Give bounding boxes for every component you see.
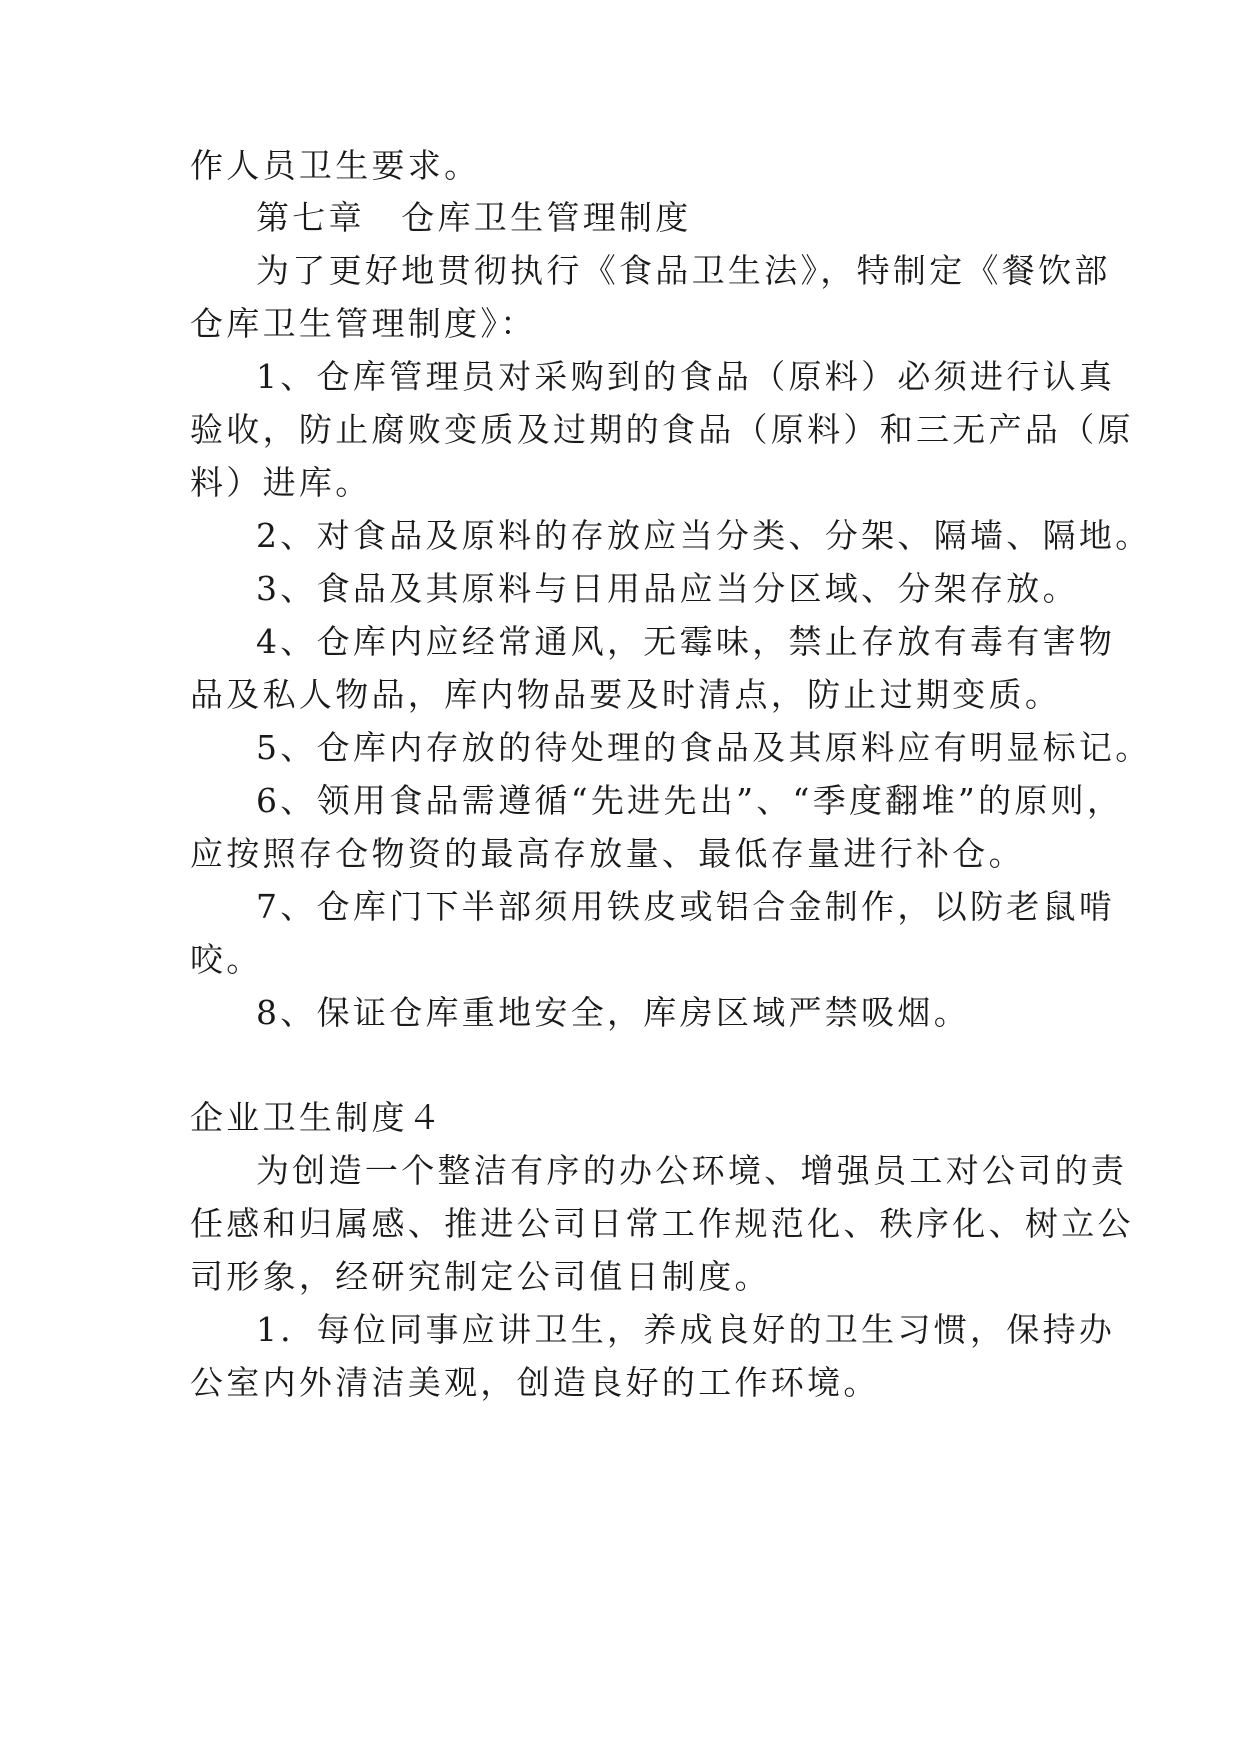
section-rule-1-line: 公室内外清洁美观，创造良好的工作环境。 — [190, 1363, 880, 1402]
rule-item-1-line: 1、仓库管理员对采购到的食品（原料）必须进行认真 — [256, 357, 1116, 396]
chapter-title: 第七章 仓库卫生管理制度 — [256, 198, 692, 237]
rule-item-4-line: 品及私人物品，库内物品要及时清点，防止过期变质。 — [190, 675, 1062, 714]
rule-item-3-line: 3、食品及其原料与日用品应当分区域、分架存放。 — [256, 569, 1079, 608]
rule-item-1-line: 验收，防止腐败变质及过期的食品（原料）和三无产品（原 — [190, 410, 1134, 449]
rule-item-6-line: 6、领用食品需遵循“先进先出”、“季度翻堆”的原则， — [256, 781, 1124, 820]
rule-item-5-line: 5、仓库内存放的待处理的食品及其原料应有明显标记。 — [256, 728, 1152, 767]
section-intro-line: 司形象，经研究制定公司值日制度。 — [190, 1257, 771, 1296]
chapter-intro-line: 仓库卫生管理制度》： — [190, 304, 537, 343]
rule-item-8-line: 8、保证仓库重地安全，库房区域严禁吸烟。 — [256, 993, 970, 1032]
rule-item-1-line: 料）进库。 — [190, 463, 372, 502]
section-intro-line: 为创造一个整洁有序的办公环境、增强员工对公司的责 — [256, 1151, 1128, 1190]
rule-item-2-line: 2、对食品及原料的存放应当分类、分架、隔墙、隔地。 — [256, 516, 1152, 555]
rule-item-6-line: 应按照存仓物资的最高存放量、最低存量进行补仓。 — [190, 834, 1025, 873]
section-title: 企业卫生制度４ — [190, 1098, 445, 1137]
rule-item-7-line: 7、仓库门下半部须用铁皮或铝合金制作，以防老鼠啃 — [256, 887, 1116, 926]
chapter-intro-line: 为了更好地贯彻执行《食品卫生法》，特制定《餐饮部 — [256, 251, 1111, 290]
section-intro-line: 任感和归属感、推进公司日常工作规范化、秩序化、树立公 — [190, 1204, 1134, 1243]
section-rule-1-line: 1．每位同事应讲卫生，养成良好的卫生习惯，保持办 — [256, 1310, 1116, 1349]
carryover-line: 作人员卫生要求。 — [190, 146, 481, 185]
rule-item-4-line: 4、仓库内应经常通风，无霉味，禁止存放有毒有害物 — [256, 622, 1116, 661]
rule-item-7-line: 咬。 — [190, 940, 263, 979]
